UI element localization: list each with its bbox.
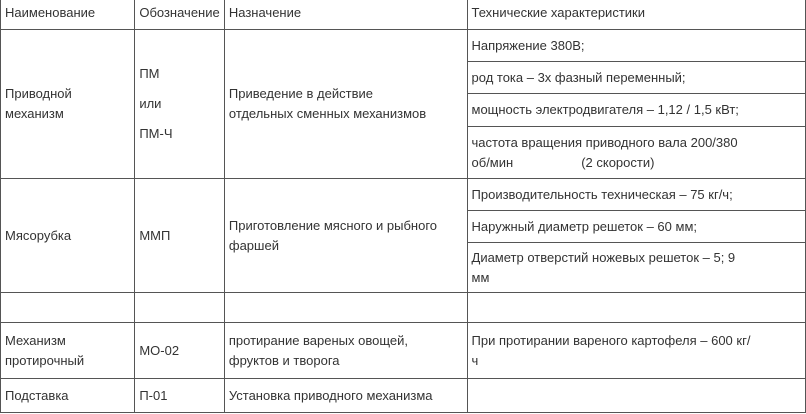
row-name: Подставка [1,379,135,413]
spec-cell: Напряжение 380В; [467,30,805,62]
table-row [1,30,806,62]
header-designation: Обозначение [135,0,225,30]
header-row [1,0,806,30]
row-designation: П-01 [135,379,225,413]
row-designation: МО-02 [135,323,225,379]
row-purpose: Приведение в действие отдельных сменных механизмов [224,30,467,179]
spec-cell: Диаметр отверстий ножевых решеток – 5; 9 мм [467,243,805,293]
row-purpose: протирание вареных овощей, фруктов и творога [224,323,467,379]
row-designation: ПМ или ПМ-Ч [135,30,225,179]
table-row [1,379,806,413]
row-purpose: Приготовление мясного и рыбного фаршей [224,179,467,293]
row-name: Мясорубка [1,179,135,293]
row-name: Приводной механизм [1,30,135,179]
spec-cell: Производительность техническая – 75 кг/ч; [467,179,805,211]
row-designation: ММП [135,179,225,293]
header-specs: Технические характеристики [467,0,805,30]
empty-row [1,293,806,323]
spec-cell: мощность электродвигателя – 1,12 / 1,5 кВт; [467,94,805,127]
spec-cell: Наружный диаметр решеток – 60 мм; [467,211,805,243]
spec-cell: При протирании вареного картофеля – 600 кг/ ч [467,323,805,379]
table-row [1,323,806,379]
header-name: Наименование [1,0,135,30]
table-row [1,179,806,211]
spec-cell: частота вращения приводного вала 200/380 об/мин (2 скорости) [467,127,805,179]
row-name: Механизм протирочный [1,323,135,379]
header-purpose: Назначение [224,0,467,30]
spec-cell: род тока – 3х фазный переменный; [467,62,805,94]
row-purpose: Установка приводного механизма [224,379,467,413]
